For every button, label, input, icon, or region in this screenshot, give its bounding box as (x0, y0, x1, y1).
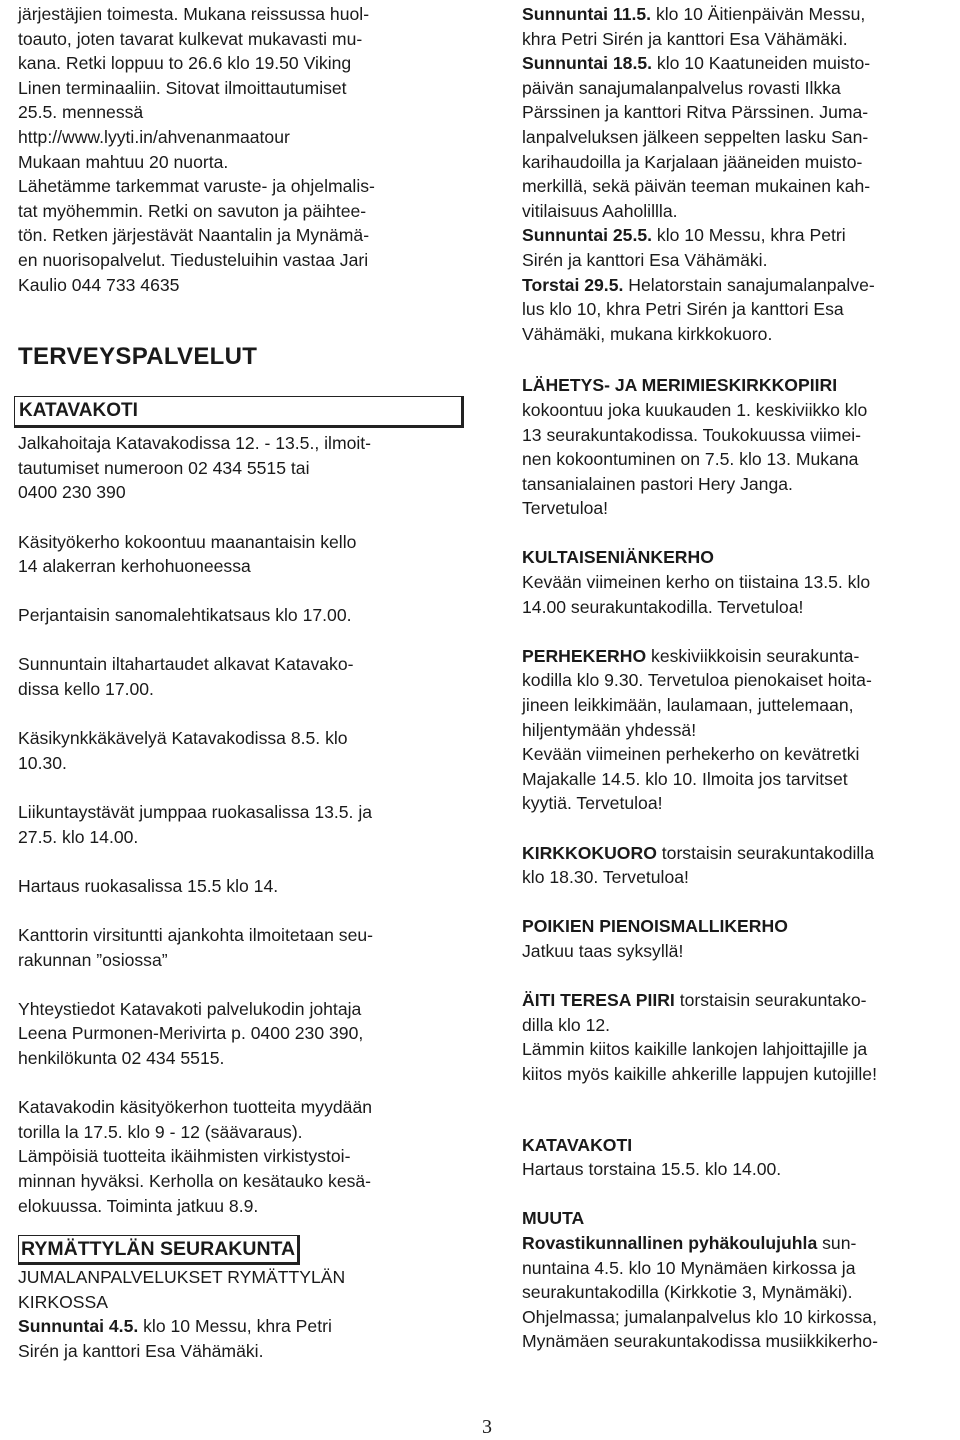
text-line: http://www.lyyti.in/ahvenanmaatour (18, 126, 290, 147)
text-line: kodilla klo 9.30. Tervetuloa pienokaiset hoita- (522, 670, 872, 691)
text-line: Liikuntaystävät jumppaa ruokasalissa 13.5. ja (18, 802, 373, 823)
katavakoti-kasityokerho (18, 530, 466, 579)
text-line: jineen leikkimään, laulamaan, juttelemaan, (522, 695, 854, 716)
katavakoti-kasityotuotteet (18, 1095, 466, 1218)
sunnuntai-25-5-entry: Sunnuntai 25.5. klo 10 Messu, khra Petri (522, 225, 846, 246)
text-line: Lämpöisiä tuotteita ikäihmisten virkistystoi- (18, 1146, 351, 1167)
text-line: 0400 230 390 (18, 482, 126, 503)
text-line: tön. Retken järjestävät Naantalin ja Mynämä- (18, 225, 370, 246)
jumalanpalvelukset-heading (18, 1265, 466, 1314)
text-line: kiitos myös kaikille ahkerille lappujen kutojille! (522, 1063, 877, 1084)
text-line: kokoontuu joka kuukauden 1. keskiviikko klo (522, 399, 868, 420)
torstai-29-5-entry: Torstai 29.5. Helatorstain sanajumalanpalve- (522, 274, 875, 295)
text-line: Tervetuloa! (522, 498, 609, 519)
text-line: hiljentymään yhdessä! (522, 719, 697, 740)
text-line: 27.5. klo 14.00. (18, 826, 139, 847)
left-column (18, 2, 466, 1364)
text-line: Mukaan mahtuu 20 nuorta. (18, 151, 229, 172)
lahetys-heading: LÄHETYS- JA MERIMIESKIRKKOPIIRI (522, 375, 838, 396)
katavakoti-jalkahoitaja (18, 431, 466, 505)
text-line: vitilaisuus Aaholillla. (522, 200, 678, 221)
text-line: 10.30. (18, 752, 67, 773)
text-line: Yhteystiedot Katavakoti palvelukodin johtaja (18, 998, 362, 1019)
text-line: Kaulio 044 733 4635 (18, 274, 180, 295)
text-line: torilla la 17.5. klo 9 - 12 (säävaraus). (18, 1121, 303, 1142)
poikien-line: Jatkuu taas syksyllä! (522, 940, 684, 961)
text-line: 14.00 seurakuntakodilla. Tervetuloa! (522, 596, 804, 617)
text-line: toauto, joten tavarat kulkevat mukavasti mu- (18, 28, 363, 49)
text-line: Käsityökerho kokoontuu maanantaisin kello (18, 531, 357, 552)
katavakoti-yhteystiedot (18, 997, 466, 1071)
perhekerho-entry: PERHEKERHO keskiviikkoisin seurakunta- (522, 645, 860, 666)
katavakoti-kasikynkka (18, 726, 466, 775)
text-line: lanpalveluksen jälkeen seppelten lasku San- (522, 126, 869, 147)
text-line: Sunnuntain iltahartaudet alkavat Katavako- (18, 654, 354, 675)
text-line: dilla klo 12. (522, 1014, 611, 1035)
katavakoti-heading-box: KATAVAKOTI (14, 396, 464, 428)
text-line: Majakalle 14.5. klo 10. Ilmoita jos tarvitset (522, 768, 848, 789)
text-line: tat myöhemmin. Retki on savuton ja päihtee- (18, 200, 367, 221)
text-line: rakunnan ”osiossa” (18, 949, 168, 970)
text-line: Lämmin kiitos kaikille lankojen lahjoittajille ja (522, 1039, 868, 1060)
text-line: Kevään viimeinen perhekerho on kevätretki (522, 744, 860, 765)
katavakoti-liikuntaystavat (18, 800, 466, 849)
text-line: seurakuntakodilla (Kirkkotie 3, Mynämäki). (522, 1282, 853, 1303)
text-line: 14 alakerran kerhohuoneessa (18, 556, 251, 577)
text-line: nen kokoontuminen on 7.5. klo 13. Mukana (522, 449, 859, 470)
katavakoti-sanomalehti (18, 603, 466, 628)
text-line: elokuussa. Toiminta jatkuu 8.9. (18, 1195, 259, 1216)
text-line: Jalkahoitaja Katavakodissa 12. - 13.5., ilmoit- (18, 433, 372, 454)
terveyspalvelut-heading: TERVEYSPALVELUT (18, 343, 258, 371)
text-line: Katavakodin käsityökerhon tuotteita myydään (18, 1097, 373, 1118)
sunnuntai-18-5-details (522, 76, 952, 224)
text-line: Vähämäki, mukana kirkkokuoro. (522, 323, 773, 344)
text-line: nuntaina 4.5. klo 10 Mynämäen kirkossa ja (522, 1257, 856, 1278)
rovastikunnallinen-details (522, 1256, 952, 1354)
muuta-heading: MUUTA (522, 1208, 585, 1229)
text-line: tautumiset numeroon 02 434 5515 tai (18, 457, 310, 478)
torstai-29-5-details (522, 297, 952, 346)
aiti-teresa-entry: ÄITI TERESA PIIRI torstaisin seurakuntako- (522, 990, 867, 1011)
text-line: päivän sanajumalanpalvelus rovasti Ilkka (522, 77, 841, 98)
right-column (522, 2, 952, 1354)
text-line: Ohjelmassa; jumalanpalvelus klo 10 kirkossa, (522, 1306, 877, 1327)
katavakoti-right-line: Hartaus torstaina 15.5. klo 14.00. (522, 1159, 782, 1180)
sunnuntai-4-5-line2: Sirén ja kanttori Esa Vähämäki. (18, 1340, 264, 1361)
katavakoti-virsitunti (18, 923, 466, 972)
rovastikunnallinen-entry: Rovastikunnallinen pyhäkoulujuhla sun- (522, 1232, 857, 1253)
text-line: Kanttorin virsituntti ajankohta ilmoitetaan seu- (18, 925, 373, 945)
text-line: Pärssinen ja kanttori Ritva Pärssinen. Juma- (522, 102, 869, 123)
text-line: kyytiä. Tervetuloa! (522, 793, 663, 814)
text-line: en nuorisopalvelut. Tiedusteluihin vastaa Jari (18, 249, 369, 270)
kirkkokuoro-entry: KIRKKOKUORO torstaisin seurakuntakodilla (522, 842, 874, 863)
kirkkokuoro-line2: klo 18.30. Tervetuloa! (522, 867, 689, 888)
text-line: henkilökunta 02 434 5515. (18, 1047, 225, 1068)
text-line: KIRKOSSA (18, 1291, 108, 1312)
text-line: Hartaus ruokasalissa 15.5 klo 14. (18, 875, 279, 896)
text-line: dissa kello 17.00. (18, 679, 154, 700)
lahetys-details (522, 398, 952, 521)
intro-paragraph (18, 2, 466, 297)
text-line: JUMALANPALVELUKSET RYMÄTTYLÄN (18, 1267, 346, 1288)
poikien-heading: POIKIEN PIENOISMALLIKERHO (522, 916, 788, 937)
text-line: Leena Purmonen-Merivirta p. 0400 230 390, (18, 1023, 364, 1044)
sunnuntai-11-5-entry: Sunnuntai 11.5. klo 10 Äitienpäivän Messu, (522, 4, 866, 24)
text-line: lus klo 10, khra Petri Sirén ja kanttori Esa (522, 299, 844, 320)
text-line: Lähetämme tarkemmat varuste- ja ohjelmalis- (18, 176, 375, 197)
katavakoti-iltahartaudet (18, 652, 466, 701)
rymattylan-seurakunta-heading: RYMÄTTYLÄN SEURAKUNTA (18, 1235, 300, 1265)
perhekerho-details (522, 668, 952, 816)
katavakoti-hartaus (18, 874, 466, 899)
kultaisenianikerho-details (522, 570, 952, 619)
sunnuntai-25-5-line2: Sirén ja kanttori Esa Vähämäki. (522, 249, 768, 270)
text-line: järjestäjien toimesta. Mukana reissussa huol- (18, 4, 370, 24)
text-line: 13 seurakuntakodissa. Toukokuussa viimei- (522, 424, 862, 445)
text-line: Mynämäen seurakuntakodissa musiikkikerho- (522, 1331, 878, 1352)
katavakoti-right-heading: KATAVAKOTI (522, 1134, 633, 1155)
text-line: minnan hyväksi. Kerholla on kesätauko kesä- (18, 1170, 372, 1191)
text-line: Kevään viimeinen kerho on tiistaina 13.5. klo (522, 572, 871, 593)
text-line: merkillä, sekä päivän teeman mukainen kah- (522, 176, 871, 197)
text-line: Perjantaisin sanomalehtikatsaus klo 17.00. (18, 605, 352, 626)
kultaisenianikerho-heading: KULTAISENIÄNKERHO (522, 547, 714, 568)
text-line: Linen terminaaliin. Sitovat ilmoittautumiset (18, 77, 347, 98)
aiti-teresa-details (522, 1013, 952, 1087)
text-line: tansanialainen pastori Hery Janga. (522, 473, 793, 494)
page-number: 3 (482, 1416, 492, 1438)
sunnuntai-4-5-entry: Sunnuntai 4.5. klo 10 Messu, khra Petri (18, 1316, 332, 1337)
text-line: karihaudoilla ja Karjalaan jääneiden muisto- (522, 151, 863, 172)
text-line: Käsikynkkäkävelyä Katavakodissa 8.5. klo (18, 728, 348, 749)
sunnuntai-11-5-line2: khra Petri Sirén ja kanttori Esa Vähämäki. (522, 28, 848, 49)
text-line: 25.5. mennessä (18, 102, 144, 123)
sunnuntai-18-5-entry: Sunnuntai 18.5. klo 10 Kaatuneiden muisto- (522, 53, 871, 74)
text-line: kana. Retki loppuu to 26.6 klo 19.50 Viking (18, 53, 352, 74)
